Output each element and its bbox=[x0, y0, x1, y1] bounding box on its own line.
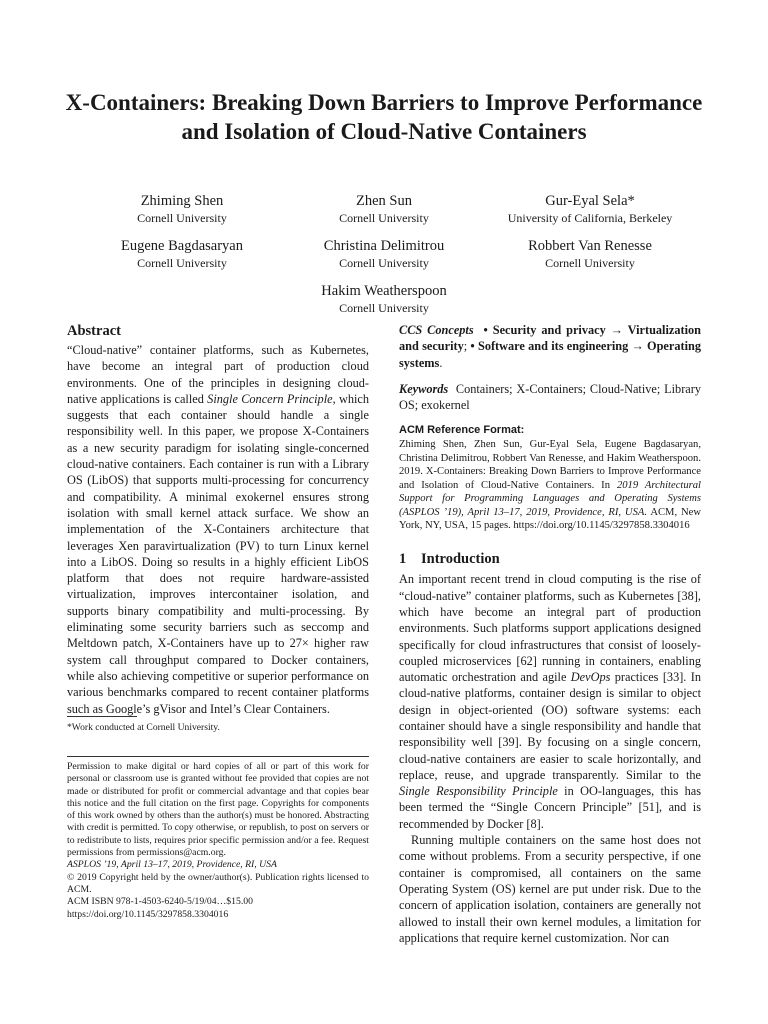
author-affiliation: Cornell University bbox=[545, 256, 635, 270]
author-name: Eugene Bagdasaryan bbox=[121, 238, 243, 254]
permission-rule bbox=[67, 756, 369, 757]
author-block bbox=[470, 193, 710, 226]
acm-reference-heading: ACM Reference Format: bbox=[399, 424, 525, 437]
author-block bbox=[264, 238, 504, 271]
copyright-line: © 2019 Copyright held by the owner/author(s). Publication rights licensed to ACM. bbox=[67, 871, 369, 895]
acm-reference-text: Zhiming Shen, Zhen Sun, Gur-Eyal Sela, Eugene Bagdasaryan, Christina Delimitrou, Robbert Van Renesse, and Hakim Weatherspoon. 2019. X-Containers: Breaking Down Barriers to Improve Performance and Isolation of Cloud-Native Containers. In 2019 Architectural Support for Programming Languages and Operating Systems (ASPLOS ’19), April 13–17, 2019, Providence, RI, USA. ACM, New York, NY, USA, 15 pages. https://doi.org/10.1145/3297858.3304016 bbox=[399, 439, 702, 531]
author-block bbox=[264, 283, 504, 316]
author-block bbox=[470, 238, 710, 271]
author-affiliation: Cornell University bbox=[339, 256, 429, 270]
conference-line: ASPLOS ’19, April 13–17, 2019, Providence, RI, USA bbox=[67, 859, 277, 871]
introduction-paragraph: An important recent trend in cloud computing is the rise of “cloud-native” container platforms, such as Kubernetes [38], which have become an integral part of production environments. Such platforms support applications designed specifically for cloud infrastructures that consist of loosely-coupled microservices [62] running in containers, enabling automatic orchestration and agile DevOps practices [33]. In cloud-native platforms, container design is similar to object design in object-oriented (OO) software systems: each container should have a single responsibility and handle that responsibility well [39]. By focusing on a single concern, cloud-native containers are easier to scale horizontally, and replace, reuse, and upgrade transparently. Similar to the Single Responsibility Principle in OO-languages, this has been termed the “Single Concern Principle” [51], and is recommended by Docker [8]. bbox=[399, 572, 701, 831]
ccs-concepts: CCS Concepts • Security and privacy → Virtualization and security; • Software and its engineering → Operating systems. bbox=[399, 323, 701, 370]
footnote bbox=[67, 716, 369, 734]
abstract-heading: Abstract bbox=[67, 323, 121, 339]
author-name: Christina Delimitrou bbox=[323, 238, 445, 254]
footnote-text: *Work conducted at Cornell University. bbox=[67, 722, 220, 733]
permission-text: Permission to make digital or hard copies of all or part of this work for personal or classroom use is granted without fee provided that copies are not made or distributed for profit or commercial advantage and that copies bear this notice and the full citation on the first page. Copyrights for components of this work owned by others than the author(s) must be honored. Abstracting with credit is permitted. To copy otherwise, or republish, to post on servers or to redistribute to lists, requires prior specific permission and/or a fee. Request permissions from permissions@acm.org. bbox=[67, 761, 369, 859]
introduction-heading: 1 Introduction bbox=[399, 551, 500, 568]
abstract-text: “Cloud-native” container platforms, such as Kubernetes, have become an integral part of production cloud environments. One of the principles in designing cloud-native applications is called Single Concern Principle, which suggests that each container should handle a single responsibility well. In this paper, we propose X-Containers as a new security paradigm for isolating single-concerned cloud-native containers. Each container is run with a Library OS (LibOS) that supports multi-processing for concurrency and compatibility. A minimal exokernel ensures strong isolation with small kernel attack surface. We show an implementation of the X-Containers architecture that leverages Xen paravirtualization (PV) to turn Linux kernel into a LibOS. Doing so results in a highly efficient LibOS platform that does not require hardware-assisted virtualization, improves intercontainer isolation, and supports binary compatibility and multi-processing. By eliminating some security barriers such as seccomp and Meltdown patch, X-Containers have up to 27× higher raw system call throughput compared to Docker containers, while also achieving competitive or superior performance on various benchmarks compared to recent container platforms such as Google’s gVisor and Intel’s Clear Containers. bbox=[67, 343, 370, 716]
author-affiliation: University of California, Berkeley bbox=[507, 211, 673, 225]
author-affiliation: Cornell University bbox=[339, 211, 429, 225]
author-name: Zhiming Shen bbox=[140, 193, 224, 209]
paper-title: X-Containers: Breaking Down Barriers to Improve Performance and Isolation of Cloud-Native Containers bbox=[65, 90, 703, 144]
left-column bbox=[67, 322, 369, 717]
author-block bbox=[264, 193, 504, 226]
isbn-line: ACM ISBN 978-1-4503-6240-5/19/04…$15.00 bbox=[67, 896, 253, 908]
right-column bbox=[399, 322, 701, 946]
author-affiliation: Cornell University bbox=[137, 256, 227, 270]
author-name: Hakim Weatherspoon bbox=[321, 283, 447, 299]
introduction-paragraph: Running multiple containers on the same host does not come without problems. From a security perspective, if one container is compromised, all containers on the same Operating System (OS) kernel are put under risk. Due to the concern of application isolation, containers are generally not allowed to install their own kernel modules, a limitation for applications that require kernel customization. Nor can bbox=[399, 833, 701, 945]
keywords: Keywords Containers; X-Containers; Cloud-Native; Library OS; exokernel bbox=[399, 381, 701, 413]
author-name: Zhen Sun bbox=[356, 193, 412, 209]
doi-line: https://doi.org/10.1145/3297858.3304016 bbox=[67, 908, 229, 920]
author-name: Robbert Van Renesse bbox=[528, 238, 652, 254]
introduction-section bbox=[399, 550, 701, 946]
author-affiliation: Cornell University bbox=[137, 211, 227, 225]
author-affiliation: Cornell University bbox=[339, 301, 429, 315]
author-name: Gur-Eyal Sela* bbox=[545, 193, 635, 209]
permission-block bbox=[67, 756, 369, 921]
footnote-rule bbox=[67, 716, 137, 717]
